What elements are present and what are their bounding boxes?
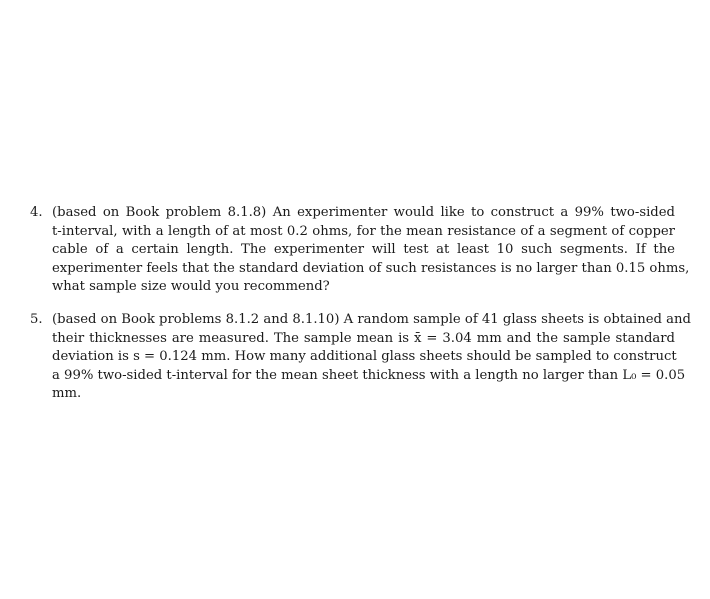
problem-5 bbox=[30, 311, 691, 404]
problem-number: 5. bbox=[30, 311, 43, 327]
problem-list bbox=[30, 204, 691, 418]
problem-text-line: experimenter feels that the standard deviation of such resistances is no larger than 0.15 ohms, bbox=[52, 260, 690, 276]
problem-4 bbox=[30, 204, 690, 297]
problem-text-line: what sample size would you recommend? bbox=[52, 279, 330, 295]
problem-number: 4. bbox=[30, 205, 43, 220]
problem-text-line: mm. bbox=[52, 386, 82, 402]
problem-text-line: a 99% two-sided t-interval for the mean sheet thickness with a length no larger than L₀ = 0.05 bbox=[52, 367, 686, 383]
problem-text-line: their thicknesses are measured. The sample mean is x̄ = 3.04 mm and the sample standard bbox=[52, 330, 675, 346]
problem-text-line: (based on Book problem 8.1.8) An experimenter would like to construct a 99% two-sided bbox=[52, 205, 675, 220]
problem-text-line: t-interval, with a length of at most 0.2 ohms, for the mean resistance of a segment of copper bbox=[52, 223, 675, 239]
problem-text-line: (based on Book problems 8.1.2 and 8.1.10) A random sample of 41 glass sheets is obtained and bbox=[52, 311, 691, 327]
problem-text-line: deviation is s = 0.124 mm. How many additional glass sheets should be sampled to construct bbox=[52, 349, 677, 365]
problem-text-line: cable of a certain length. The experimenter will test at least 10 such segments. If the bbox=[52, 242, 675, 258]
